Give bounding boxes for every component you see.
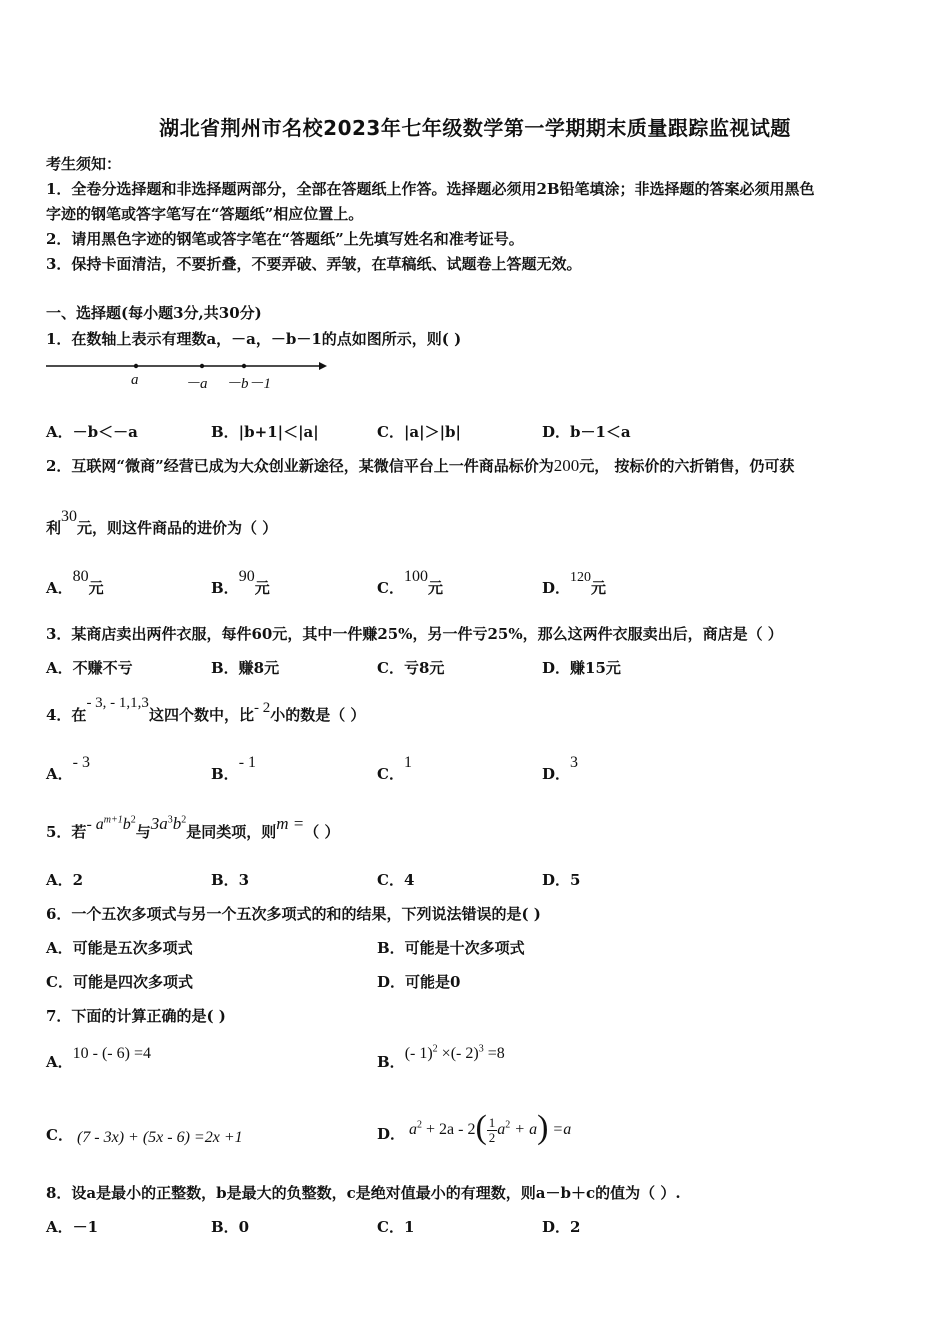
- q1-option-c[interactable]: C．|a|＞|b|: [377, 423, 461, 441]
- q2-option-a[interactable]: [46, 568, 104, 598]
- q5-option-d[interactable]: D．5: [542, 871, 581, 889]
- q3-option-b[interactable]: B．赚8元: [211, 659, 280, 677]
- q7-option-d[interactable]: [377, 1101, 572, 1146]
- q5-term1-b-exp: 2: [130, 814, 136, 826]
- q6-option-c[interactable]: C．可能是四次多项式: [46, 973, 193, 991]
- q7-d-right-paren: ): [537, 1109, 549, 1146]
- q7-option-b-label: B．: [377, 1053, 405, 1071]
- q5-stem: [46, 814, 340, 842]
- section-heading: 一、选择题(每小题3分,共30分): [46, 304, 262, 322]
- q7-d-numerator: 1: [488, 1114, 496, 1130]
- q5-term1-base: - a: [86, 816, 104, 833]
- q5-term2: [151, 814, 187, 833]
- q4-stem-part2: 这四个数中，比: [148, 706, 254, 724]
- q2-option-d-value: 120: [570, 570, 592, 585]
- q8-stem: 8．设a是最小的正整数，b是最大的负整数，c是绝对值最小的有理数，则a－b＋c的值为（ ）.: [46, 1184, 681, 1202]
- q2-price: 200: [553, 456, 580, 475]
- q4-option-c-label: C．: [377, 765, 404, 783]
- number-line-label-a: a: [131, 372, 139, 388]
- q5-term2-exp: 3: [167, 814, 173, 826]
- q2-option-b-value: 90: [238, 568, 255, 585]
- q7-option-b-expr: [405, 1045, 505, 1062]
- q4-option-a-label: A．: [46, 765, 73, 783]
- q8-option-d[interactable]: D．2: [542, 1218, 581, 1236]
- q6-option-d[interactable]: D．可能是0: [377, 973, 461, 991]
- q7-d-denominator: 2: [488, 1129, 496, 1145]
- q4-reference: - 2: [253, 700, 271, 716]
- q2-option-d-unit: 元: [591, 579, 607, 597]
- q6-option-a[interactable]: A．可能是五次多项式: [46, 939, 193, 957]
- q7-d-a-exp: 2: [417, 1119, 422, 1131]
- q7-stem: 7．下面的计算正确的是( ): [46, 1007, 226, 1025]
- point-neg-a: [200, 364, 204, 368]
- q1-stem: 1．在数轴上表示有理数a，－a，－b－1的点如图所示，则( ): [46, 330, 462, 348]
- q2-option-c-value: 100: [403, 568, 428, 585]
- q2-option-a-value: 80: [72, 568, 89, 585]
- q5-stem-part1: 5．若: [46, 823, 87, 841]
- q4-stem-part1: 4．在: [46, 706, 87, 724]
- q5-stem-part2: 与: [135, 823, 151, 841]
- q3-stem: 3．某商店卖出两件衣服，每件60元，其中一件赚25%，另一件亏25%，那么这两件衣服卖出后，商店是（ ）: [46, 625, 783, 643]
- number-line-arrow-icon: [319, 362, 327, 370]
- q6-option-b[interactable]: B．可能是十次多项式: [377, 939, 525, 957]
- q7-d-part2: + 2a - 2: [422, 1121, 476, 1138]
- q5-option-c[interactable]: C．4: [377, 871, 415, 889]
- q4-option-b-label: B．: [211, 765, 239, 783]
- q1-option-d[interactable]: D．b－1＜a: [542, 423, 631, 441]
- q7-b-part1: (- 1): [404, 1045, 433, 1062]
- notice-item-1b: 字迹的钢笔或答字笔写在“答题纸”相应位置上。: [46, 205, 364, 223]
- q2-option-c-unit: 元: [427, 579, 443, 597]
- q4-option-d[interactable]: [542, 754, 579, 784]
- point-a: [134, 364, 138, 368]
- q2-option-a-unit: 元: [88, 579, 104, 597]
- number-line-label-neg-a: －a: [185, 376, 208, 392]
- q5-stem-part4: （ ）: [304, 823, 340, 841]
- q7-d-result: =a: [548, 1121, 572, 1138]
- q2-profit: 30: [61, 508, 78, 525]
- q8-option-b[interactable]: B．0: [211, 1218, 250, 1236]
- q2-stem-part2: 元， 按标价的六折销售，仍可获: [579, 457, 795, 475]
- q5-option-a[interactable]: A．2: [46, 871, 84, 889]
- q2-option-b[interactable]: [211, 568, 270, 598]
- q7-option-d-label: D．: [377, 1125, 406, 1143]
- q4-option-a-value: - 3: [72, 754, 90, 771]
- q7-option-a[interactable]: [46, 1045, 151, 1072]
- q4-option-c[interactable]: [377, 754, 412, 784]
- q5-option-b[interactable]: B．3: [211, 871, 250, 889]
- q8-option-c[interactable]: C．1: [377, 1218, 415, 1236]
- q4-option-a[interactable]: [46, 754, 90, 784]
- q7-d-a2-exp: 2: [505, 1119, 511, 1131]
- q2-option-b-label: B．: [211, 579, 239, 597]
- q2-stem-part1: 2．互联网“微商”经营已成为大众创业新途径，某微信平台上一件商品标价为: [46, 457, 554, 475]
- q4-option-c-value: 1: [403, 754, 412, 771]
- q4-stem-part3: 小的数是（ ）: [270, 706, 366, 724]
- notice-item-3: 3．保持卡面清洁，不要折叠，不要弄破、弄皱，在草稿纸、试题卷上答题无效。: [46, 255, 582, 273]
- q7-b-part2: ×(- 2): [437, 1045, 479, 1062]
- point-neg-b-minus-1: [242, 364, 246, 368]
- q5-term2-b: b: [172, 814, 182, 833]
- q2-option-d[interactable]: [542, 570, 607, 598]
- q5-term2-base: 3a: [150, 814, 168, 833]
- q4-stem: [46, 695, 366, 725]
- q2-option-a-label: A．: [46, 579, 73, 597]
- q7-d-a2: a: [497, 1121, 506, 1138]
- q4-numbers: - 3, - 1,1,3: [86, 695, 149, 711]
- q5-m-equals: m =: [276, 814, 305, 833]
- q5-stem-part3: 是同类项，则: [186, 823, 277, 841]
- q2-stem: [46, 455, 794, 476]
- page-title: 湖北省荆州市名校2023年七年级数学第一学期期末质量跟踪监视试题: [159, 116, 791, 140]
- q7-d-fraction: [487, 1116, 498, 1145]
- q7-d-a: a: [409, 1121, 417, 1138]
- q2-option-c-label: C．: [377, 579, 404, 597]
- q5-term1-exp: m+1: [103, 814, 123, 826]
- q7-option-d-expr: [409, 1105, 571, 1145]
- q7-b-part3: =8: [483, 1045, 505, 1062]
- q3-option-a[interactable]: A．不赚不亏: [46, 659, 133, 677]
- q2-option-b-unit: 元: [254, 579, 270, 597]
- q4-option-d-label: D．: [542, 765, 571, 783]
- q4-option-d-value: 3: [570, 754, 579, 771]
- q7-d-part4: + a: [510, 1121, 538, 1138]
- q2-option-d-label: D．: [542, 579, 571, 597]
- notice-heading: 考生须知：: [46, 155, 122, 173]
- q3-option-d[interactable]: D．赚15元: [542, 659, 621, 677]
- number-line-label-neg-b-1: －b－1: [226, 376, 272, 392]
- q7-b-exp2: 3: [478, 1043, 484, 1055]
- q5-term2-b-exp: 2: [181, 814, 187, 826]
- q3-option-c[interactable]: C．亏8元: [377, 659, 445, 677]
- q7-option-a-label: A．: [46, 1053, 73, 1071]
- notice-item-1a: 1．全卷分选择题和非选择题两部分，全部在答题纸上作答。选择题必须用2B铅笔填涂；非选择题的答案必须用黑色: [46, 180, 815, 198]
- q4-option-b[interactable]: [211, 754, 257, 784]
- q1-option-b[interactable]: B．|b+1|＜|a|: [211, 423, 319, 441]
- q2-stem-part4: 元，则这件商品的进价为（ ）: [77, 519, 278, 537]
- q2-stem-part3: 利: [46, 519, 62, 537]
- q2-option-c[interactable]: [377, 568, 443, 598]
- q7-option-c[interactable]: [46, 1124, 243, 1145]
- q5-term1: [86, 816, 135, 833]
- q5-term1-b: b: [122, 816, 131, 833]
- q2-stem-line2: [46, 508, 278, 538]
- q7-option-c-expr: (7 - 3x) + (5x - 6) =2x +1: [76, 1129, 243, 1146]
- q7-option-b[interactable]: [377, 1043, 505, 1072]
- q8-option-a[interactable]: A．－1: [46, 1218, 99, 1236]
- notice-item-2: 2．请用黑色字迹的钢笔或答字笔在“答题纸”上先填写姓名和准考证号。: [46, 230, 524, 248]
- q7-option-a-expr: 10 - (- 6) =4: [72, 1045, 151, 1062]
- q7-b-exp1: 2: [432, 1043, 438, 1055]
- q6-stem: 6．一个五次多项式与另一个五次多项式的和的结果，下列说法错误的是( ): [46, 905, 541, 923]
- q1-option-a[interactable]: A．－b＜－a: [46, 423, 138, 441]
- q7-option-c-label: C．: [46, 1126, 73, 1144]
- q4-option-b-value: - 1: [238, 754, 257, 771]
- q7-d-left-paren: (: [475, 1109, 487, 1146]
